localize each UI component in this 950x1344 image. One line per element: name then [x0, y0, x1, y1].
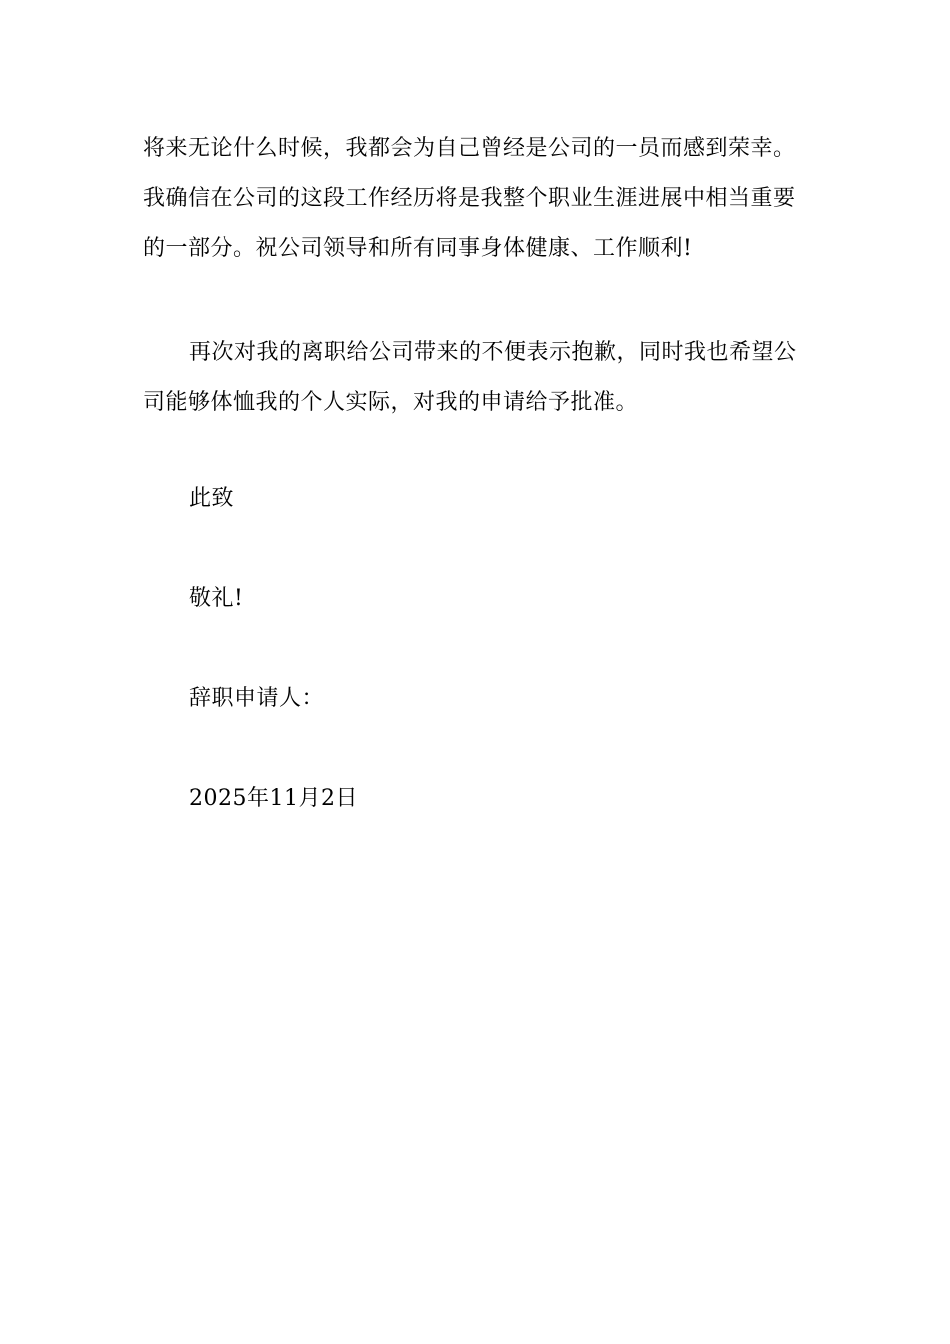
salutation-text: 敬礼! [189, 586, 244, 611]
signer-label: 辞职申请人： [189, 686, 325, 711]
closing-text: 此致 [189, 486, 235, 511]
body-paragraph-1: 将来无论什么时候，我都会为自己曾经是公司的一员而感到荣幸。我确信在公司的这段工作经历将是我整个职业生涯进展中相当重要的一部分。祝公司领导和所有同事身体健康、工作顺利! [143, 136, 796, 261]
body-paragraph-2: 再次对我的离职给公司带来的不便表示抱歉，同时我也希望公司能够体恤我的个人实际，对我的申请给予批准。 [143, 340, 797, 415]
date-text: 2025年11月2日 [189, 786, 358, 811]
